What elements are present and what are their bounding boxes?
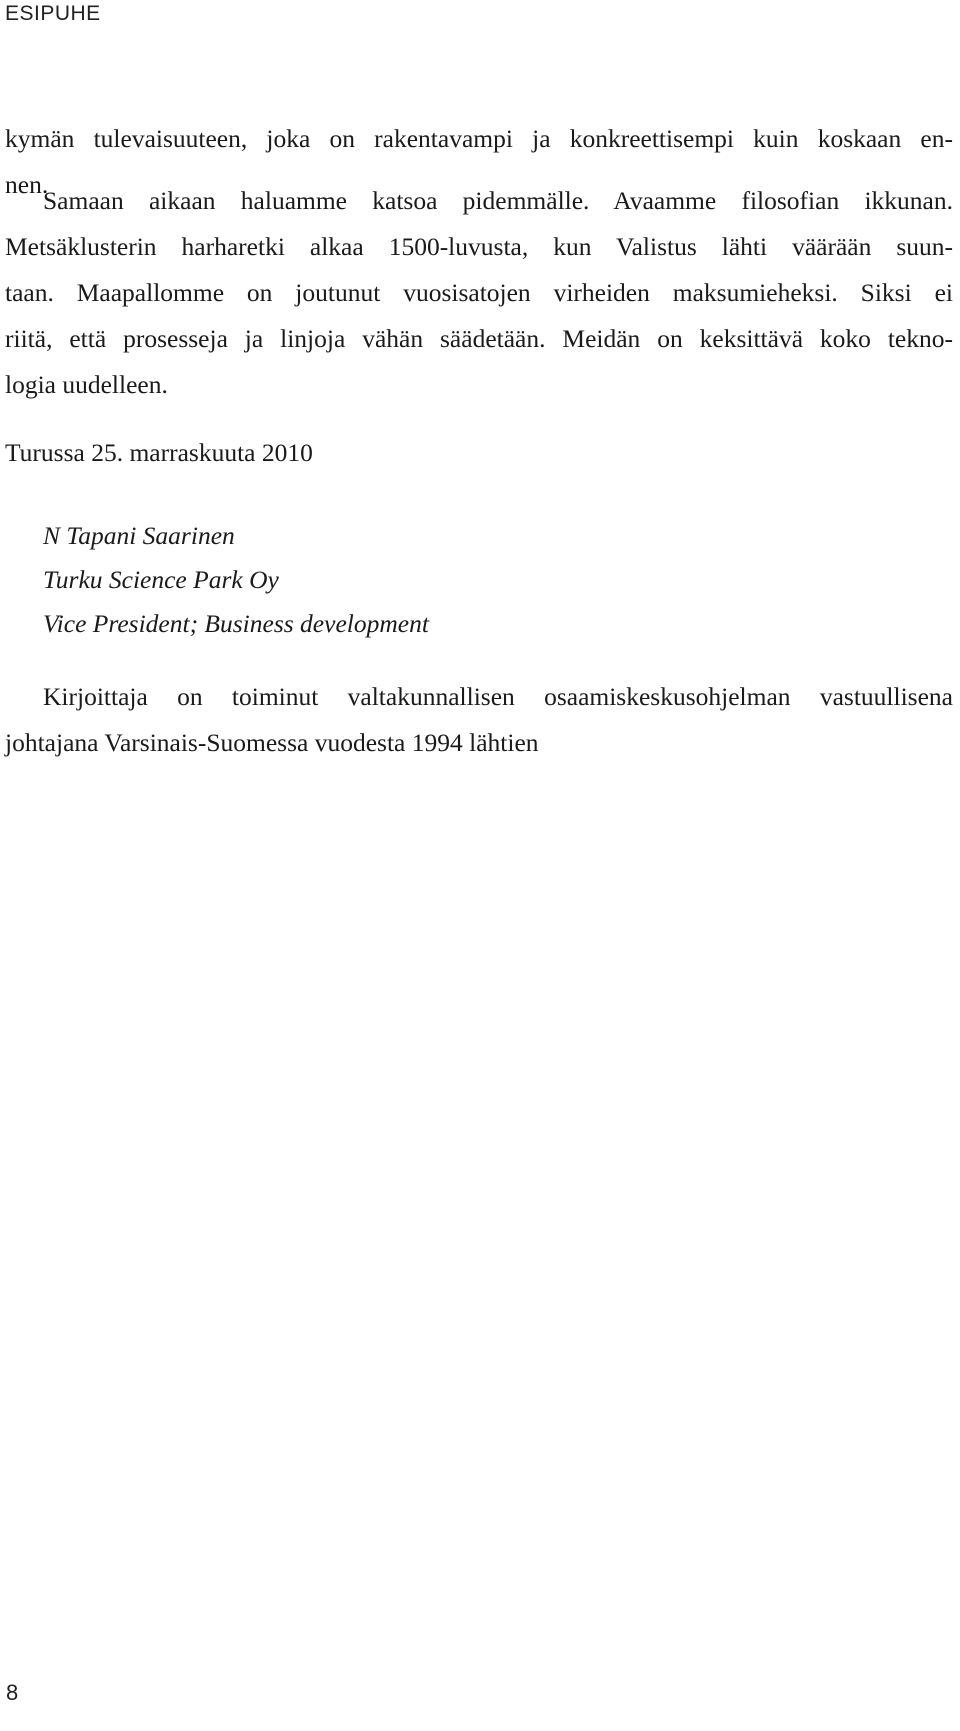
- signature-name: N Tapani Saarinen: [43, 521, 235, 550]
- page-number: 8: [6, 1680, 19, 1705]
- author-note: [5, 674, 953, 766]
- signature-organization: Turku Science Park Oy: [43, 565, 279, 594]
- text-line: Kirjoittaja on toiminut valtakunnallisen osaamiskeskusohjelman vastuullisena: [43, 682, 953, 711]
- signature-block: [43, 514, 429, 646]
- text-line: Samaan aikaan haluamme katsoa pidemmälle. Avaamme filosofian ikkunan.: [43, 186, 953, 215]
- paragraph-2: [5, 178, 953, 408]
- text-line: logia uudelleen.: [5, 370, 168, 399]
- text-line: nen.: [5, 170, 49, 199]
- text-line: kymän tulevaisuuteen, joka on rakentavampi ja konkreettisempi kuin koskaan en-: [5, 124, 953, 153]
- running-header: ESIPUHE: [5, 2, 101, 25]
- signature-position: Vice President; Business development: [43, 609, 429, 638]
- text-line: Metsäklusterin harharetki alkaa 1500-luvusta, kun Valistus lähti väärään suun-: [5, 232, 953, 261]
- text-line: riitä, että prosesseja ja linjoja vähän säädetään. Meidän on keksittävä koko tekno-: [5, 324, 953, 353]
- text-line: taan. Maapallomme on joutunut vuosisatojen virheiden maksumieheksi. Siksi ei: [5, 278, 953, 307]
- place-date: Turussa 25. marraskuuta 2010: [5, 438, 313, 467]
- text-line: johtajana Varsinais-Suomessa vuodesta 1994 lähtien: [5, 728, 539, 757]
